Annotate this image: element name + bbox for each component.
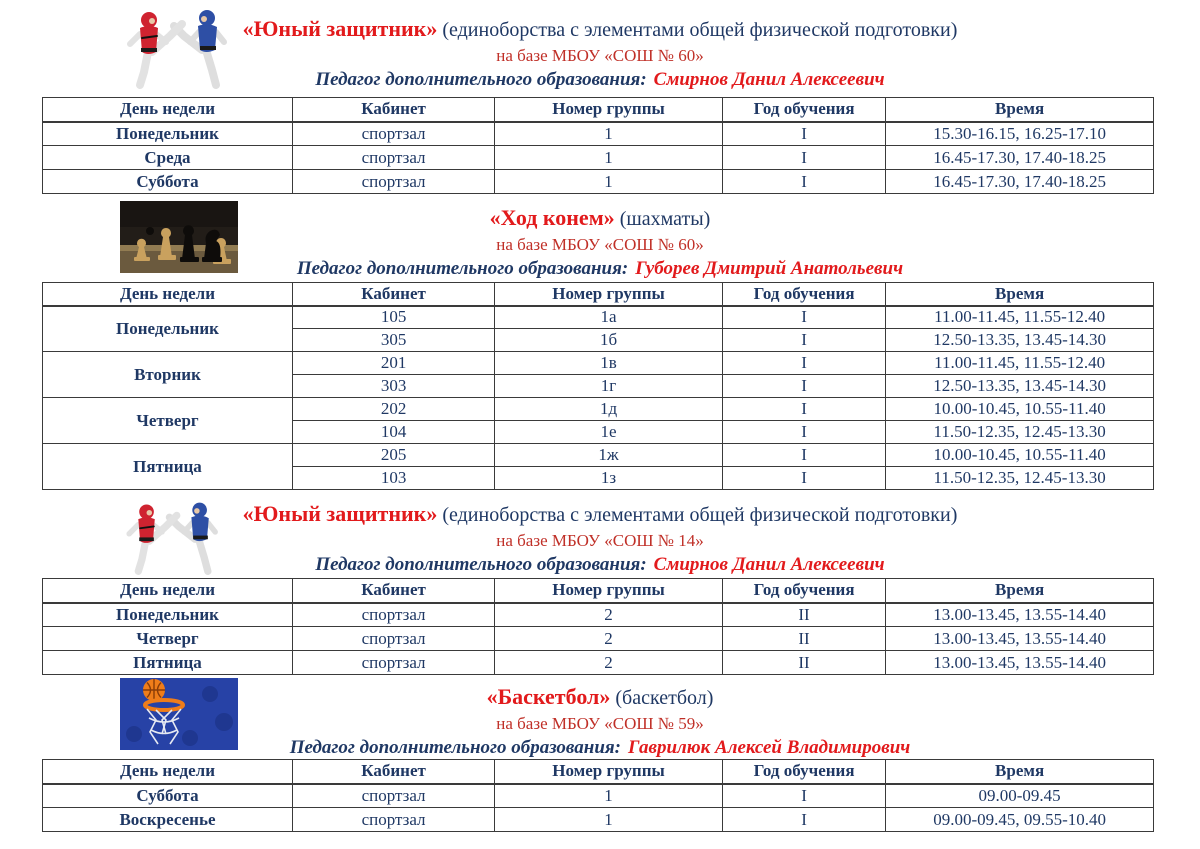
header-cell-year: Год обучения: [722, 760, 885, 784]
schedule-table-yz-60: [42, 97, 1154, 194]
table-row: [43, 651, 1154, 675]
cell-day: Среда: [43, 146, 293, 170]
cell-group: 1: [495, 122, 723, 146]
header-cell-year: Год обучения: [722, 579, 885, 603]
header-cell-year: Год обучения: [722, 98, 885, 122]
header-cell-group: Номер группы: [495, 283, 723, 306]
section-header-basketball: [0, 675, 1200, 759]
teacher-label: Педагог дополнительного образования:: [315, 554, 647, 575]
header-cell-time: Время: [886, 760, 1154, 784]
cell-year: I: [722, 467, 885, 490]
cell-room: спортзал: [292, 122, 494, 146]
header-cell-day: День недели: [43, 98, 293, 122]
section-subtitle: (единоборства с элементами общей физической подготовки): [442, 19, 958, 41]
cell-day: Суббота: [43, 784, 293, 808]
section-subtitle: (шахматы): [619, 208, 711, 230]
section-header-yz-60: [0, 0, 1200, 97]
section-image: [120, 201, 238, 273]
cell-day: Воскресенье: [43, 808, 293, 832]
header-cell-group: Номер группы: [495, 579, 723, 603]
cell-group: 1: [495, 808, 723, 832]
table-row: [43, 627, 1154, 651]
cell-time: 11.50-12.35, 12.45-13.30: [886, 467, 1154, 490]
cell-group: 1: [495, 170, 723, 194]
cell-day: Четверг: [43, 627, 293, 651]
cell-year: I: [722, 146, 885, 170]
cell-day: Суббота: [43, 170, 293, 194]
schedule-table-yz-14: [42, 578, 1154, 675]
section-title: «Ход конем»: [489, 205, 615, 230]
cell-room: 103: [292, 467, 494, 490]
header-cell-time: Время: [886, 98, 1154, 122]
section-subtitle: (баскетбол): [615, 687, 714, 709]
header-cell-year: Год обучения: [722, 283, 885, 306]
table-row: [43, 444, 1154, 467]
cell-group: 1а: [495, 306, 723, 329]
table-header-row: [43, 579, 1154, 603]
cell-time: 09.00-09.45: [886, 784, 1154, 808]
cell-day: Пятница: [43, 651, 293, 675]
header-cell-day: День недели: [43, 579, 293, 603]
teacher-name: Смирнов Данил Алексеевич: [653, 554, 885, 575]
cell-year: I: [722, 329, 885, 352]
header-cell-day: День недели: [43, 283, 293, 306]
cell-room: 201: [292, 352, 494, 375]
table-header-row: [43, 98, 1154, 122]
basketball-hoop-image: [120, 678, 238, 750]
cell-time: 15.30-16.15, 16.25-17.10: [886, 122, 1154, 146]
cell-day: Вторник: [43, 352, 293, 398]
cell-room: спортзал: [292, 603, 494, 627]
cell-year: I: [722, 122, 885, 146]
cell-room: спортзал: [292, 808, 494, 832]
table-row: [43, 398, 1154, 421]
header-cell-group: Номер группы: [495, 98, 723, 122]
cell-group: 2: [495, 627, 723, 651]
chess-pieces-image: [120, 201, 238, 273]
cell-time: 11.50-12.35, 12.45-13.30: [886, 421, 1154, 444]
cell-room: 205: [292, 444, 494, 467]
header-cell-room: Кабинет: [292, 283, 494, 306]
teacher-label: Педагог дополнительного образования:: [289, 737, 621, 758]
table-row: [43, 170, 1154, 194]
table-row: [43, 603, 1154, 627]
section-image: [120, 497, 228, 576]
section-image: [120, 4, 238, 90]
cell-room: 105: [292, 306, 494, 329]
section-base: на базе МБОУ «СОШ № 59»: [496, 714, 704, 733]
header-cell-room: Кабинет: [292, 760, 494, 784]
cell-room: 303: [292, 375, 494, 398]
cell-group: 1ж: [495, 444, 723, 467]
cell-year: II: [722, 651, 885, 675]
cell-group: 2: [495, 603, 723, 627]
cell-year: II: [722, 627, 885, 651]
header-cell-time: Время: [886, 579, 1154, 603]
cell-time: 12.50-13.35, 13.45-14.30: [886, 375, 1154, 398]
header-cell-room: Кабинет: [292, 579, 494, 603]
table-row: [43, 146, 1154, 170]
section-subtitle: (единоборства с элементами общей физической подготовки): [442, 504, 958, 526]
table-row: [43, 808, 1154, 832]
section-header-chess: [0, 194, 1200, 282]
cell-year: I: [722, 421, 885, 444]
header-cell-day: День недели: [43, 760, 293, 784]
cell-room: 202: [292, 398, 494, 421]
cell-day: Понедельник: [43, 603, 293, 627]
cell-year: I: [722, 808, 885, 832]
cell-day: Пятница: [43, 444, 293, 490]
cell-room: спортзал: [292, 170, 494, 194]
cell-room: спортзал: [292, 651, 494, 675]
cell-time: 10.00-10.45, 10.55-11.40: [886, 444, 1154, 467]
cell-room: спортзал: [292, 784, 494, 808]
schedule-table-chess: [42, 282, 1154, 490]
section-base: на базе МБОУ «СОШ № 60»: [496, 235, 704, 254]
cell-group: 1б: [495, 329, 723, 352]
header-cell-room: Кабинет: [292, 98, 494, 122]
cell-year: II: [722, 603, 885, 627]
cell-group: 2: [495, 651, 723, 675]
cell-year: I: [722, 170, 885, 194]
section-title: «Юный защитник»: [242, 16, 438, 41]
cell-room: 305: [292, 329, 494, 352]
cell-year: I: [722, 352, 885, 375]
section-base: на базе МБОУ «СОШ № 14»: [496, 531, 704, 550]
section-title: «Баскетбол»: [486, 684, 611, 709]
teacher-label: Педагог дополнительного образования:: [296, 258, 629, 279]
table-row: [43, 306, 1154, 329]
cell-room: спортзал: [292, 627, 494, 651]
cell-group: 1в: [495, 352, 723, 375]
section-image: [120, 678, 238, 750]
table-header-row: [43, 760, 1154, 784]
table-row: [43, 784, 1154, 808]
taekwondo-fighters-image: [120, 4, 238, 90]
cell-time: 16.45-17.30, 17.40-18.25: [886, 170, 1154, 194]
table-header-row: [43, 283, 1154, 306]
cell-group: 1: [495, 146, 723, 170]
cell-time: 11.00-11.45, 11.55-12.40: [886, 352, 1154, 375]
cell-year: I: [722, 784, 885, 808]
cell-time: 13.00-13.45, 13.55-14.40: [886, 603, 1154, 627]
cell-year: I: [722, 375, 885, 398]
cell-group: 1г: [495, 375, 723, 398]
teacher-label: Педагог дополнительного образования:: [315, 69, 647, 90]
cell-day: Четверг: [43, 398, 293, 444]
cell-day: Понедельник: [43, 306, 293, 352]
teacher-name: Смирнов Данил Алексеевич: [653, 69, 885, 90]
cell-group: 1е: [495, 421, 723, 444]
cell-group: 1: [495, 784, 723, 808]
cell-room: 104: [292, 421, 494, 444]
teacher-name: Губорев Дмитрий Анатольевич: [635, 258, 904, 279]
cell-year: I: [722, 398, 885, 421]
section-title: «Юный защитник»: [242, 501, 438, 526]
section-base: на базе МБОУ «СОШ № 60»: [496, 46, 704, 65]
cell-time: 13.00-13.45, 13.55-14.40: [886, 651, 1154, 675]
table-row: [43, 122, 1154, 146]
schedule-table-basketball: [42, 759, 1154, 832]
cell-time: 12.50-13.35, 13.45-14.30: [886, 329, 1154, 352]
cell-room: спортзал: [292, 146, 494, 170]
cell-time: 09.00-09.45, 09.55-10.40: [886, 808, 1154, 832]
section-header-yz-14: [0, 490, 1200, 578]
cell-day: Понедельник: [43, 122, 293, 146]
cell-group: 1з: [495, 467, 723, 490]
cell-time: 10.00-10.45, 10.55-11.40: [886, 398, 1154, 421]
table-row: [43, 352, 1154, 375]
cell-year: I: [722, 444, 885, 467]
cell-time: 16.45-17.30, 17.40-18.25: [886, 146, 1154, 170]
header-cell-group: Номер группы: [495, 760, 723, 784]
cell-time: 11.00-11.45, 11.55-12.40: [886, 306, 1154, 329]
teacher-name: Гаврилюк Алексей Владимирович: [628, 737, 911, 758]
taekwondo-fighters-image: [120, 497, 228, 576]
header-cell-time: Время: [886, 283, 1154, 306]
cell-year: I: [722, 306, 885, 329]
cell-group: 1д: [495, 398, 723, 421]
cell-time: 13.00-13.45, 13.55-14.40: [886, 627, 1154, 651]
